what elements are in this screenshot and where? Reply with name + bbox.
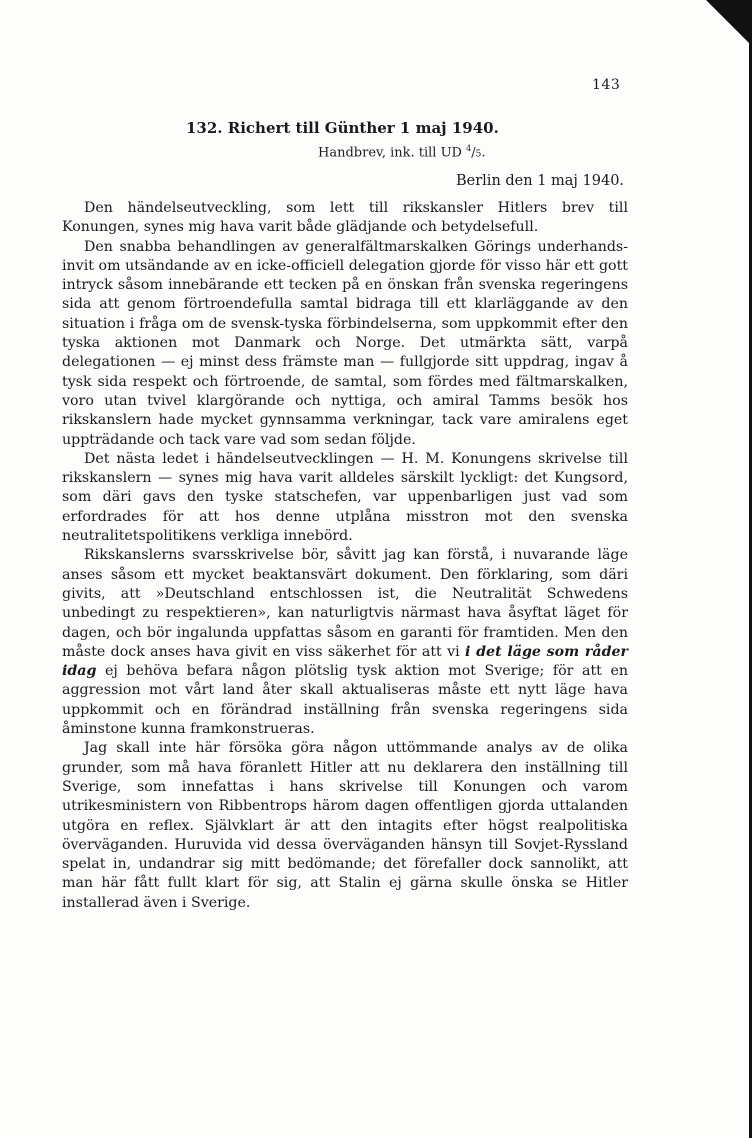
paragraph-2: Den snabba behandlingen av generalfältmarskalken Görings underhands-invit om utsändande av en icke-officiell delegation gjorde för visso här ett gott intryck såsom innebärande ett tecken på en önskan från svenska regeringens sida att genom förtroendefulla samtal bidraga till ett klarläggande av den situation i fråga om de svensk-tyska förbindelserna, som uppkommit efter den tyska aktionen mot Danmark och Norge. Det utmärkta sätt, varpå delegationen — ej minst dess främste man — fullgjorde sitt uppdrag, ingav å tysk sida respekt och förtroende, de samtal, som fördes med fältmarskalken, voro utan tvivel klargörande och nyttiga, och amiral Tamms besök hos rikskanslern hade mycket gynnsamma verkningar, tack vare amiralens eget uppträdande och tack vare vad som sedan följde.	[62, 238, 628, 448]
meta-date-num: 4	[466, 144, 472, 153]
document-meta: Handbrev, ink. till UD $^4$/5.	[318, 144, 486, 161]
meta-prefix: Handbrev, ink. till UD	[318, 145, 467, 161]
place-and-date: Berlin den 1 maj 1940.	[456, 173, 625, 189]
document-heading: 132. Richert till Günther 1 maj 1940.	[186, 119, 499, 137]
page-number: 143	[592, 77, 621, 93]
paragraph-4-emphasis: i det läge som råder idag	[62, 643, 628, 680]
paragraph-5: Jag skall inte här försöka göra någon uttömmande analys av de olika grunder, som må hava föranlett Hitler att nu deklarera den inställning till Sverige, som innefattas i hans skrivelse till Konungen och varom utrikesministern von Ribbentrops härom dagen offentligen gjorda uttalanden utgöra en reflex. Självklart är att den intagits efter högst realpolitiska överväganden. Huruvida vid dessa överväganden hänsyn till Sovjet-Ryssland spelat in, undandrar sig mitt bedömande; det förefaller dock sannolikt, att man här fått fullt klart för sig, att Stalin ej gärna skulle önska se Hitler installerad även i Sverige.	[62, 740, 628, 911]
meta-suffix: .	[481, 145, 486, 161]
paragraph-3: Det nästa ledet i händelseutvecklingen — H. M. Konungens skrivelse till rikskanslern — synes mig hava varit alldeles särskilt lyckligt: det Kungsord, som däri gavs den tyske statschefen, var uppenbarligen just vad som erfordrades för att hos denne utplåna misstron mot den svenska neutralitetspolitikens verkliga innebörd.	[62, 450, 628, 545]
paragraph-4-after: ej behöva befara någon plötslig tysk aktion mot Sverige; för att en aggression mot vårt land åter skall aktualiseras måste ett nytt läge hava uppkommit och en förändrad inställning från svenska regeringens sida åminstone kunna framkonstrueras.	[62, 663, 628, 738]
meta-date-den: 5	[475, 149, 482, 160]
letter-body	[62, 199, 628, 913]
paragraph-4	[62, 546, 628, 739]
scan-corner-artifact	[706, 0, 752, 46]
paragraph-4-before: Rikskanslerns svarsskrivelse bör, såvitt jag kan förstå, i nuvarande läge anses såsom ett mycket beaktansvärt dokument. Den förklaring, som däri givits, att »Deutschland entschlossen ist, die Neutralität Schwedens unbedingt zu respektieren», kan naturligtvis närmast hava åsyftat läget för dagen, och bör ingalunda uppfattas såsom en garanti för framtiden. Men den måste dock anses hava givit en viss säkerhet för att vi	[62, 547, 628, 660]
paragraph-1: Den händelseutveckling, som lett till rikskansler Hitlers brev till Konungen, synes mig hava varit både glädjande och betydelsefull.	[62, 200, 628, 236]
